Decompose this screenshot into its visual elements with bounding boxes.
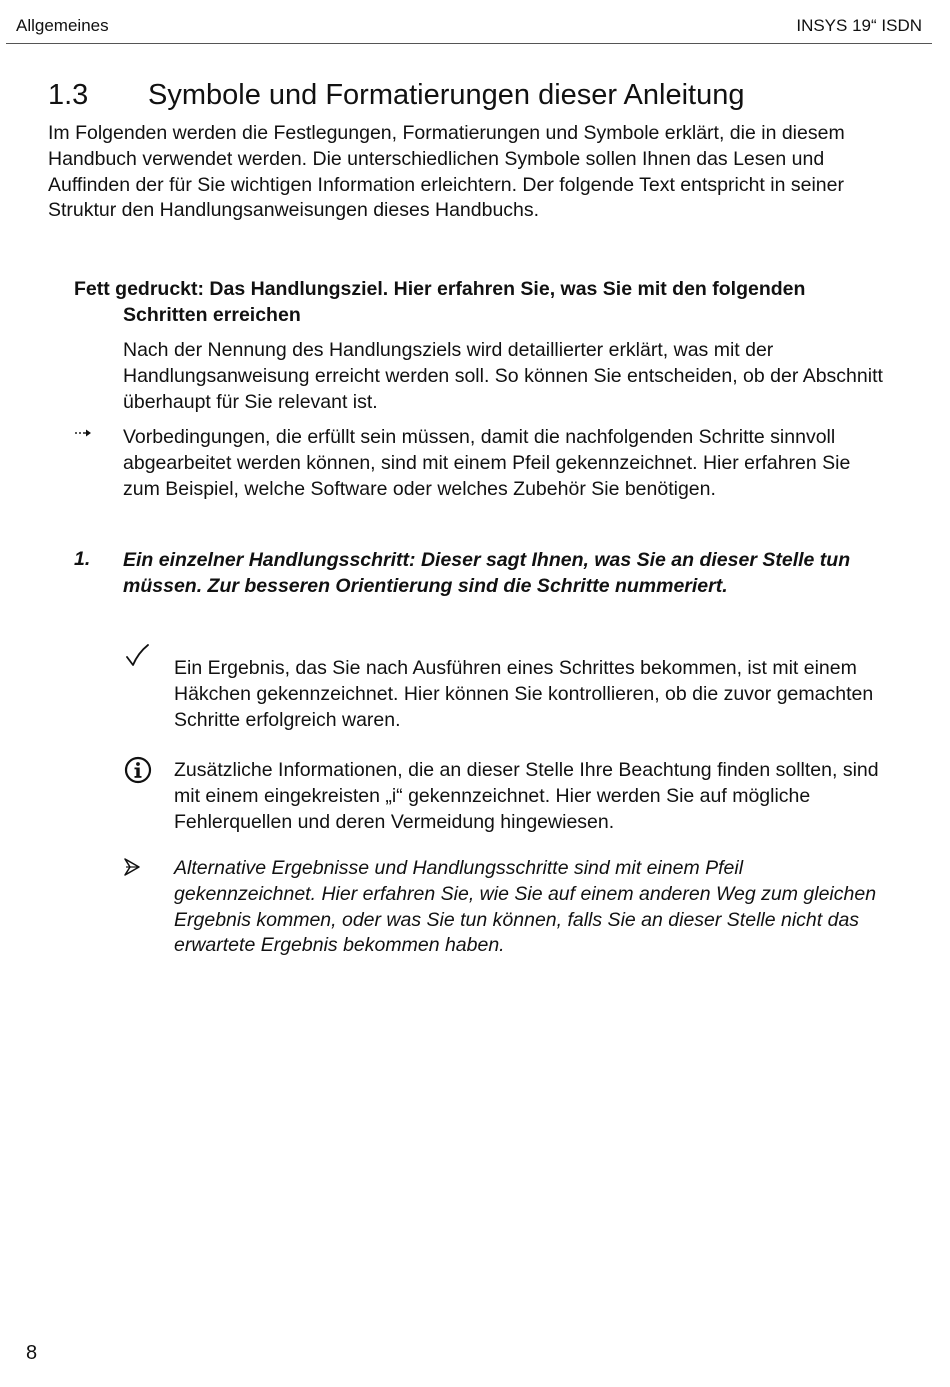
dashed-arrow-icon (74, 426, 92, 445)
intro-paragraph (48, 121, 873, 224)
checkmark-icon (124, 643, 150, 676)
prerequisite-block (123, 425, 883, 502)
header-product: INSYS 19“ ISDN (796, 16, 922, 35)
header-chapter: Allgemeines (16, 16, 109, 35)
goal-block (74, 277, 874, 329)
page-header (6, 0, 932, 44)
goal-description-block (123, 338, 883, 415)
section-number: 1.3 (48, 79, 89, 111)
info-text: Zusätzliche Informationen, die an dieser Stelle Ihre Beachtung finden sollten, sind mit einem eingekreisten „i“ gekennzeichnet. Hier werden Sie auf mögliche Fehlerquellen und deren Vermeidung hingewiesen. (174, 759, 879, 833)
step-text: Ein einzelner Handlungsschritt: Dieser sagt Ihnen, was Sie an dieser Stelle tun müssen. Zur besseren Orientierung sind die Schritte nummeriert. (123, 549, 851, 597)
info-circle-icon (124, 756, 152, 784)
section-title: Symbole und Formatierungen dieser Anleitung (148, 79, 745, 111)
info-block (174, 758, 889, 835)
intro-text: Im Folgenden werden die Festlegungen, Formatierungen und Symbole erklärt, die in diesem Handbuch verwendet werden. Die unterschiedlichen Symbole sollen Ihnen das Lesen und Auffinden der für Sie wichtigen Information erleichtern. Der folgende Text entspricht in seiner Struktur den Handlungsanweisungen dieses Handbuchs. (48, 122, 845, 222)
alternative-block (174, 856, 889, 959)
goal-description: Nach der Nennung des Handlungsziels wird detaillierter erklärt, was mit der Handlungsanweisung erreicht werden soll. So können Sie entscheiden, ob der Abschnitt überhaupt für Sie relevant ist. (123, 339, 883, 413)
step-block (123, 548, 883, 600)
alternative-text: Alternative Ergebnisse und Handlungsschritte sind mit einem Pfeil gekennzeichnet. Hier erfahren Sie, wie Sie auf einem anderen Weg zum gleichen Ergebnis kommen, oder was Sie tun können, falls Sie an dieser Stelle nicht das erwartete Ergebnis bekommen haben. (174, 857, 877, 957)
step-number: 1. (74, 548, 91, 570)
arrowhead-icon (124, 858, 140, 881)
goal-heading: Fett gedruckt: Das Handlungsziel. Hier erfahren Sie, was Sie mit den folgenden Schritten erreichen (74, 278, 806, 326)
prerequisite-text: Vorbedingungen, die erfüllt sein müssen, damit die nachfolgenden Schritte sinnvoll abgearbeitet werden können, sind mit einem Pfeil gekennzeichnet. Hier erfahren Sie zum Beispiel, welche Software oder welches Zubehör Sie benötigen. (123, 426, 851, 500)
result-block (174, 656, 889, 733)
result-text: Ein Ergebnis, das Sie nach Ausführen eines Schrittes bekommen, ist mit einem Häkchen gekennzeichnet. Hier können Sie kontrollieren, ob die zuvor gemachten Schritte erfolgreich waren. (174, 657, 874, 731)
page-number: 8 (26, 1342, 38, 1364)
